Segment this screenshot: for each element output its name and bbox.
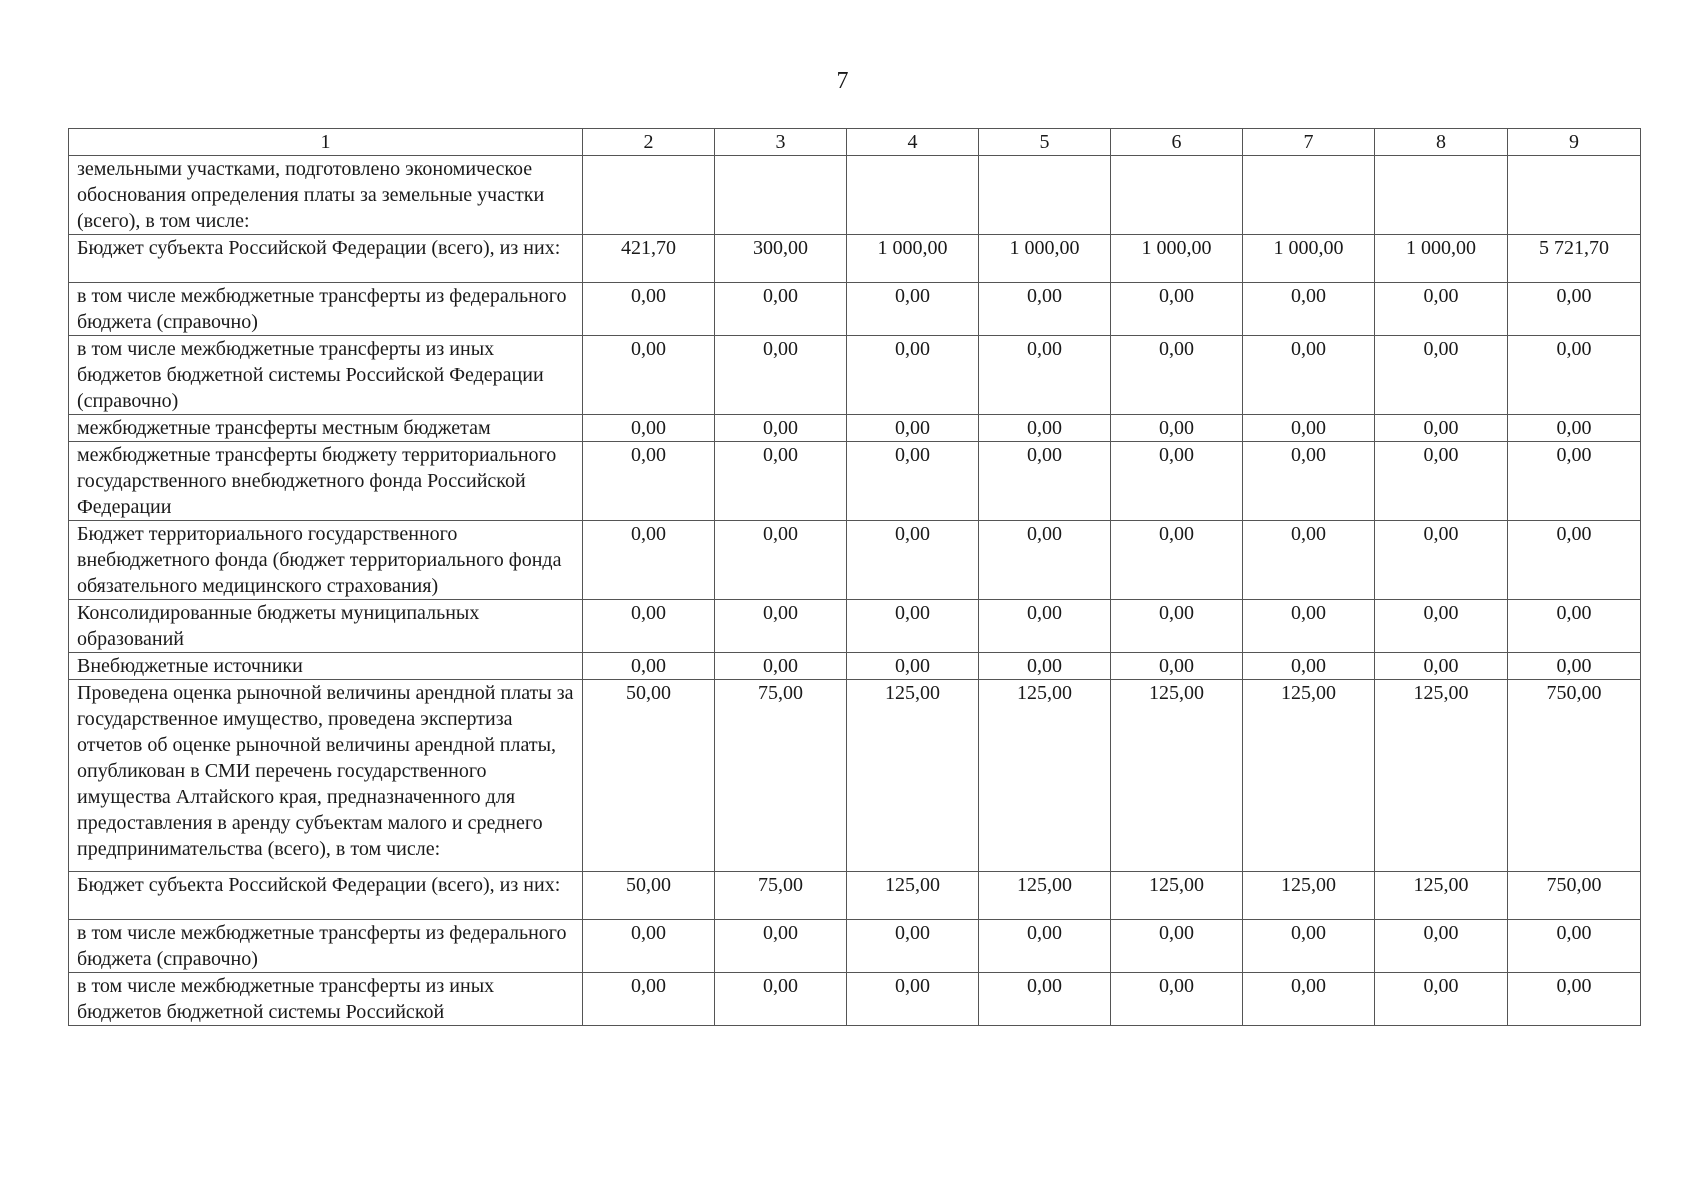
table-row [69, 235, 1641, 283]
value-cell: 0,00 [1111, 283, 1243, 336]
value-cell: 750,00 [1508, 680, 1641, 872]
value-cell: 0,00 [715, 283, 847, 336]
value-cell: 0,00 [715, 336, 847, 415]
value-cell: 0,00 [979, 653, 1111, 680]
header-cell: 1 [69, 129, 583, 156]
table-row [69, 521, 1641, 600]
value-cell: 0,00 [1375, 415, 1508, 442]
value-cell [1243, 156, 1375, 235]
value-cell: 0,00 [1243, 336, 1375, 415]
value-cell: 0,00 [979, 442, 1111, 521]
value-cell: 0,00 [583, 415, 715, 442]
value-cell: 0,00 [1508, 973, 1641, 1026]
header-cell: 7 [1243, 129, 1375, 156]
value-cell: 0,00 [847, 653, 979, 680]
table-row [69, 680, 1641, 872]
row-description: в том числе межбюджетные трансферты из иных бюджетов бюджетной системы Российской [69, 973, 583, 1026]
value-cell: 421,70 [583, 235, 715, 283]
value-cell: 0,00 [979, 973, 1111, 1026]
value-cell: 750,00 [1508, 872, 1641, 920]
value-cell: 1 000,00 [1111, 235, 1243, 283]
header-cell: 2 [583, 129, 715, 156]
value-cell: 0,00 [1111, 920, 1243, 973]
budget-table [68, 128, 1641, 1026]
table-row [69, 872, 1641, 920]
value-cell: 0,00 [1508, 336, 1641, 415]
value-cell [583, 156, 715, 235]
table-row [69, 973, 1641, 1026]
value-cell: 0,00 [1375, 521, 1508, 600]
value-cell: 0,00 [1375, 442, 1508, 521]
value-cell: 0,00 [1508, 415, 1641, 442]
header-cell: 3 [715, 129, 847, 156]
table-row [69, 920, 1641, 973]
value-cell: 0,00 [847, 336, 979, 415]
value-cell: 1 000,00 [1375, 235, 1508, 283]
value-cell: 0,00 [1111, 521, 1243, 600]
row-description: Консолидированные бюджеты муниципальных образований [69, 600, 583, 653]
value-cell [715, 156, 847, 235]
value-cell: 0,00 [715, 973, 847, 1026]
value-cell: 0,00 [1243, 600, 1375, 653]
value-cell: 0,00 [979, 600, 1111, 653]
value-cell: 0,00 [1375, 336, 1508, 415]
value-cell: 0,00 [979, 283, 1111, 336]
value-cell: 0,00 [1243, 653, 1375, 680]
value-cell: 0,00 [583, 521, 715, 600]
value-cell: 1 000,00 [979, 235, 1111, 283]
value-cell: 0,00 [979, 920, 1111, 973]
table-row [69, 336, 1641, 415]
value-cell: 75,00 [715, 872, 847, 920]
value-cell: 0,00 [1111, 442, 1243, 521]
value-cell: 0,00 [715, 521, 847, 600]
value-cell: 0,00 [1375, 920, 1508, 973]
value-cell: 0,00 [1375, 973, 1508, 1026]
row-description: межбюджетные трансферты местным бюджетам [69, 415, 583, 442]
row-description: Бюджет субъекта Российской Федерации (всего), из них: [69, 235, 583, 283]
value-cell: 0,00 [715, 600, 847, 653]
value-cell: 0,00 [979, 521, 1111, 600]
value-cell [979, 156, 1111, 235]
header-cell: 9 [1508, 129, 1641, 156]
value-cell: 0,00 [715, 442, 847, 521]
value-cell: 0,00 [583, 442, 715, 521]
value-cell: 125,00 [1375, 872, 1508, 920]
value-cell: 300,00 [715, 235, 847, 283]
value-cell: 0,00 [979, 415, 1111, 442]
value-cell: 0,00 [1508, 283, 1641, 336]
value-cell [847, 156, 979, 235]
value-cell: 5 721,70 [1508, 235, 1641, 283]
value-cell: 0,00 [847, 920, 979, 973]
value-cell [1508, 156, 1641, 235]
row-description: в том числе межбюджетные трансферты из федерального бюджета (справочно) [69, 920, 583, 973]
value-cell: 125,00 [979, 680, 1111, 872]
value-cell: 125,00 [1243, 680, 1375, 872]
value-cell [1111, 156, 1243, 235]
value-cell: 0,00 [1508, 442, 1641, 521]
value-cell: 0,00 [1243, 920, 1375, 973]
table-row [69, 156, 1641, 235]
header-cell: 5 [979, 129, 1111, 156]
value-cell: 125,00 [1111, 872, 1243, 920]
header-cell: 8 [1375, 129, 1508, 156]
value-cell: 125,00 [979, 872, 1111, 920]
value-cell: 1 000,00 [847, 235, 979, 283]
value-cell: 0,00 [1243, 283, 1375, 336]
row-description: в том числе межбюджетные трансферты из иных бюджетов бюджетной системы Российской Федерации (справочно) [69, 336, 583, 415]
value-cell: 0,00 [1508, 653, 1641, 680]
value-cell: 0,00 [583, 973, 715, 1026]
value-cell: 0,00 [1243, 415, 1375, 442]
value-cell: 0,00 [979, 336, 1111, 415]
value-cell: 0,00 [1111, 336, 1243, 415]
value-cell: 125,00 [1375, 680, 1508, 872]
value-cell: 0,00 [583, 600, 715, 653]
value-cell [1375, 156, 1508, 235]
row-description: Бюджет территориального государственного внебюджетного фонда (бюджет территориального фонда обязательного медицинского страхования) [69, 521, 583, 600]
value-cell: 125,00 [847, 872, 979, 920]
value-cell: 0,00 [1375, 653, 1508, 680]
value-cell: 0,00 [847, 973, 979, 1026]
row-description: Проведена оценка рыночной величины арендной платы за государственное имущество, проведена экспертиза отчетов об оценке рыночной величины арендной платы, опубликован в СМИ перечень государственного имущества Алтайского края, предназначенного для предоставления в аренду субъектам малого и среднего предпринимательства (всего), в том числе: [69, 680, 583, 872]
value-cell: 125,00 [1111, 680, 1243, 872]
value-cell: 0,00 [583, 283, 715, 336]
value-cell: 0,00 [583, 920, 715, 973]
value-cell: 50,00 [583, 872, 715, 920]
value-cell: 0,00 [1375, 600, 1508, 653]
header-cell: 6 [1111, 129, 1243, 156]
value-cell: 0,00 [847, 415, 979, 442]
value-cell: 125,00 [847, 680, 979, 872]
table-row [69, 283, 1641, 336]
row-description: в том числе межбюджетные трансферты из федерального бюджета (справочно) [69, 283, 583, 336]
value-cell: 0,00 [583, 653, 715, 680]
value-cell: 1 000,00 [1243, 235, 1375, 283]
value-cell: 0,00 [1508, 920, 1641, 973]
table-row [69, 442, 1641, 521]
value-cell: 0,00 [1111, 973, 1243, 1026]
value-cell: 0,00 [847, 442, 979, 521]
table-row [69, 415, 1641, 442]
table-row [69, 653, 1641, 680]
page-number: 7 [836, 68, 849, 94]
value-cell: 0,00 [1508, 521, 1641, 600]
value-cell: 0,00 [1111, 415, 1243, 442]
value-cell: 0,00 [1243, 973, 1375, 1026]
value-cell: 0,00 [847, 521, 979, 600]
value-cell: 75,00 [715, 680, 847, 872]
value-cell: 0,00 [715, 415, 847, 442]
row-description: земельными участками, подготовлено экономическое обоснования определения платы за земельные участки (всего), в том числе: [69, 156, 583, 235]
value-cell: 0,00 [1508, 600, 1641, 653]
row-description: Бюджет субъекта Российской Федерации (всего), из них: [69, 872, 583, 920]
value-cell: 0,00 [1243, 442, 1375, 521]
value-cell: 0,00 [1111, 653, 1243, 680]
value-cell: 0,00 [1375, 283, 1508, 336]
value-cell: 0,00 [715, 653, 847, 680]
value-cell: 0,00 [583, 336, 715, 415]
value-cell: 0,00 [715, 920, 847, 973]
value-cell: 0,00 [847, 283, 979, 336]
value-cell: 50,00 [583, 680, 715, 872]
value-cell: 0,00 [1243, 521, 1375, 600]
row-description: межбюджетные трансферты бюджету территориального государственного внебюджетного фонда Российской Федерации [69, 442, 583, 521]
row-description: Внебюджетные источники [69, 653, 583, 680]
value-cell: 125,00 [1243, 872, 1375, 920]
table-row [69, 600, 1641, 653]
value-cell: 0,00 [847, 600, 979, 653]
value-cell: 0,00 [1111, 600, 1243, 653]
header-cell: 4 [847, 129, 979, 156]
header-row [69, 129, 1641, 156]
